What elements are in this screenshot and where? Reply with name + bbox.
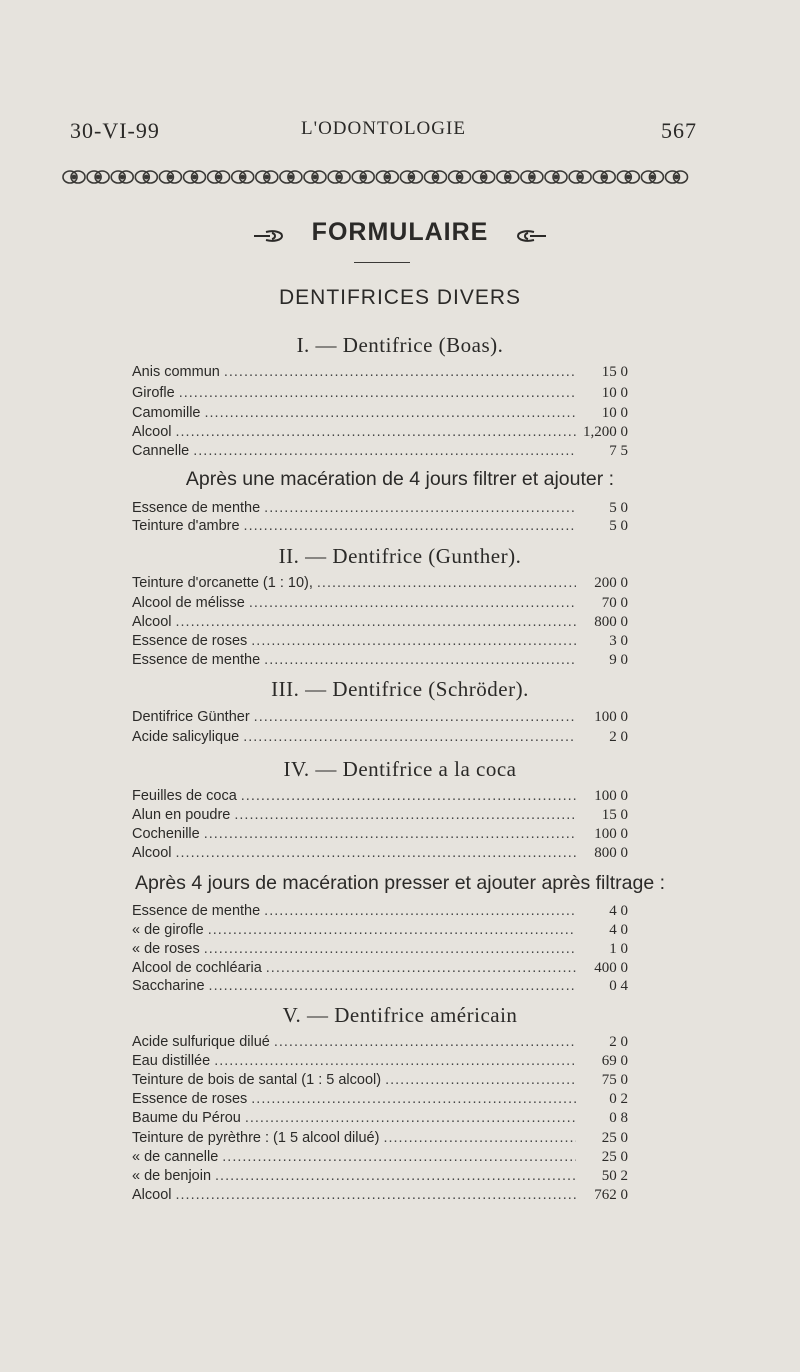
recipe-line: Anis commun ..... 15 0 xyxy=(132,364,628,384)
chain-ornament-icon xyxy=(62,165,696,189)
recipe-line: Alcool de mélisse ..... 70 0 xyxy=(132,595,628,615)
section-subtitle: DENTIFRICES DIVERS xyxy=(278,286,522,309)
recipe-line: Eau distillée ..... 69 0 xyxy=(132,1053,628,1073)
section-heading-2: II. — Dentifrice (Gunther). xyxy=(278,544,522,568)
section-heading-4: IV. — Dentifrice a la coca xyxy=(283,757,517,781)
recipe-line: Girofle ..... 10 0 xyxy=(132,385,628,405)
recipe-line: Teinture d'orcanette (1 : 10), ..... 200 0 xyxy=(132,575,628,595)
recipe-line: Essence de roses ..... 3 0 xyxy=(132,633,628,653)
issue-date: 30-VI-99 xyxy=(70,118,160,143)
running-header xyxy=(70,118,697,148)
title-row xyxy=(0,218,800,258)
recipe-line: Cochenille ..... 100 0 xyxy=(132,826,628,846)
page-title: FORMULAIRE xyxy=(311,218,489,246)
left-flourish-icon xyxy=(252,228,286,244)
section-heading-5: V. — Dentifrice américain xyxy=(282,1003,518,1027)
recipe-line: Essence de roses ..... 0 2 xyxy=(132,1091,628,1111)
journal-title: L'ODONTOLOGIE xyxy=(301,118,466,139)
recipe-line: Essence de menthe ..... 9 0 xyxy=(132,652,628,672)
recipe-line: Alcool ..... 800 0 xyxy=(132,614,628,634)
recipe-line: Feuilles de coca ..... 100 0 xyxy=(132,788,628,808)
recipe-line: Alun en poudre ..... 15 0 xyxy=(132,807,628,827)
section-heading-1: I. — Dentifrice (Boas). xyxy=(296,333,504,357)
recipe-line: Essence de menthe ..... 4 0 xyxy=(132,903,628,923)
recipe-line: Alcool de cochléaria ..... 400 0 xyxy=(132,960,628,980)
recipe-line: Teinture d'ambre ..... 5 0 xyxy=(132,518,628,538)
page-number: 567 xyxy=(661,118,697,143)
instruction-note: Après une macération de 4 jours filtrer et ajouter : xyxy=(185,468,615,490)
recipe-line: Saccharine ..... 0 4 xyxy=(132,978,628,998)
recipe-line: Dentifrice Günther ..... 100 0 xyxy=(132,709,628,729)
recipe-line: Acide sulfurique dilué ..... 2 0 xyxy=(132,1034,628,1054)
instruction-note: Après 4 jours de macération presser et ajouter après filtrage : xyxy=(134,872,665,894)
recipe-line: Camomille ..... 10 0 xyxy=(132,405,628,425)
recipe-line: Alcool ..... 800 0 xyxy=(132,845,628,865)
recipe-line: Baume du Pérou ..... 0 8 xyxy=(132,1110,628,1130)
recipe-line: Alcool ..... 1,200 0 xyxy=(132,424,628,444)
recipe-line: Teinture de pyrèthre : (1 5 alcool dilué) ..... 25 0 xyxy=(132,1130,628,1150)
title-rule xyxy=(354,262,410,263)
recipe-line: « de roses ..... 1 0 xyxy=(132,941,628,961)
recipe-line: Alcool ..... 762 0 xyxy=(132,1187,628,1207)
recipe-line: « de girofle ..... 4 0 xyxy=(132,922,628,942)
recipe-line: Cannelle ..... 7 5 xyxy=(132,443,628,463)
recipe-line: Essence de menthe ..... 5 0 xyxy=(132,500,628,520)
recipe-line: Acide salicylique ..... 2 0 xyxy=(132,729,628,749)
section-heading-3: III. — Dentifrice (Schröder). xyxy=(271,677,529,701)
recipe-line: « de benjoin ..... 50 2 xyxy=(132,1168,628,1188)
right-flourish-icon xyxy=(514,228,548,244)
recipe-line: « de cannelle ..... 25 0 xyxy=(132,1149,628,1169)
recipe-line: Teinture de bois de santal (1 : 5 alcool) ..... 75 0 xyxy=(132,1072,628,1092)
